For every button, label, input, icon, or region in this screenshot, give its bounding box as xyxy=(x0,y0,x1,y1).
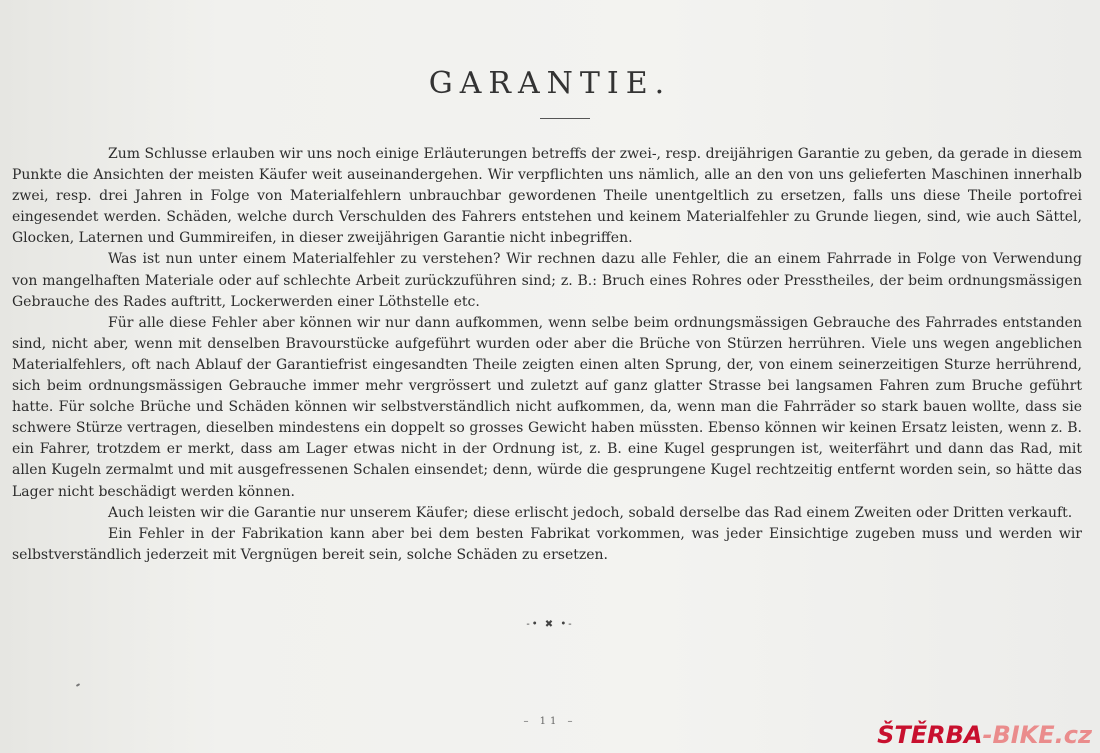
paper-speck xyxy=(76,683,80,687)
title-divider xyxy=(540,118,590,119)
site-watermark xyxy=(877,723,1092,747)
watermark-brand: ŠTĚRBA xyxy=(877,721,983,749)
paragraph-4: Auch leisten wir die Garantie nur unserem Käufer; diese erlischt jedoch, sobald derselbe das Rad einem Zweiten oder Dritten verkauft. xyxy=(108,504,1073,521)
watermark-suffix: -BIKE.cz xyxy=(982,721,1092,749)
paragraph-3: Für alle diese Fehler aber können wir nur dann aufkommen, wenn selbe beim ordnungsmässigen Gebrauche des Fahrrades entstanden sind, nicht aber, wenn mit denselben Bravourstücke aufgeführt wurden oder aber die Brüche von Stürzen herrühren. Viele uns wegen angeblichen Materialfehlers, oft nach Ablauf der Garantiefrist eingesandten Theile zeigten einen alten Sprung, der, von einem seinerzeitigen Sturze herrührend, sich beim ordnungsmässigen Gebrauche immer mehr vergrössert und zuletzt auf ganz glatter Strasse bei langsamen Fahren zum Bruche geführt hatte. Für solche Brüche und Schäden können wir selbstverständlich nicht aufkommen, da, wenn man die Fahrräder so stark bauen wollte, dass sie schwere Stürze vertragen, dieselben mindestens ein doppelt so grosses Gewicht haben müssten. Ebenso können wir keinen Ersatz leisten, wenn z. B. ein Fahrer, trotzdem er merkt, dass am Lager etwas nicht in der Ordnung ist, z. B. eine Kugel gesprungen ist, weiterfährt und dann das Rad, mit allen Kugeln zermalmt und mit ausgefressenen Schalen einsendet; denn, würde die gesprungene Kugel rechtzeitig entfernt worden sein, so hätte das Lager nicht beschädigt werden können. xyxy=(12,314,1082,500)
paragraph-2: Was ist nun unter einem Materialfehler zu verstehen? Wir rechnen dazu alle Fehler, die an einem Fahrrade in Folge von Verwendung von mangelhaften Materiale oder auf schlechte Arbeit zurückzuführen sind; z. B.: Bruch eines Rohres oder Presstheiles, der beim ordnungsmässigen Gebrauche des Rades auftritt, Lockerwerden einer Löthstelle etc. xyxy=(12,251,1082,310)
page-title: GARANTIE. xyxy=(428,66,672,101)
closing-ornament: -• ✖ •- xyxy=(526,619,574,630)
body-text xyxy=(12,144,1082,566)
paragraph-5: Ein Fehler in der Fabrikation kann aber bei dem besten Fabrikat vorkommen, was jeder Einsichtige zugeben muss und werden wir selbstverständlich jederzeit mit Vergnügen bereit sein, solche Schäden zu ersetzen. xyxy=(12,525,1082,563)
paragraph-1: Zum Schlusse erlauben wir uns noch einige Erläuterungen betreffs der zwei-, resp. dreijährigen Garantie zu geben, da gerade in diesem Punkte die Ansichten der meisten Käufer weit auseinandergehen. Wir verpflichten uns nämlich, alle an den von uns gelieferten Maschinen innerhalb zwei, resp. drei Jahren in Folge von Materialfehlern unbrauchbar gewordenen Theile unentgeltlich zu ersetzen, falls uns diese Theile portofrei eingesendet werden. Schäden, welche durch Verschulden des Fahrers entstehen und keinem Materialfehler zu Grunde liegen, sind, wie auch Sättel, Glocken, Laternen und Gummireifen, in dieser zweijährigen Garantie nicht inbegriffen. xyxy=(12,146,1082,247)
page-number: – 11 – xyxy=(523,716,577,727)
